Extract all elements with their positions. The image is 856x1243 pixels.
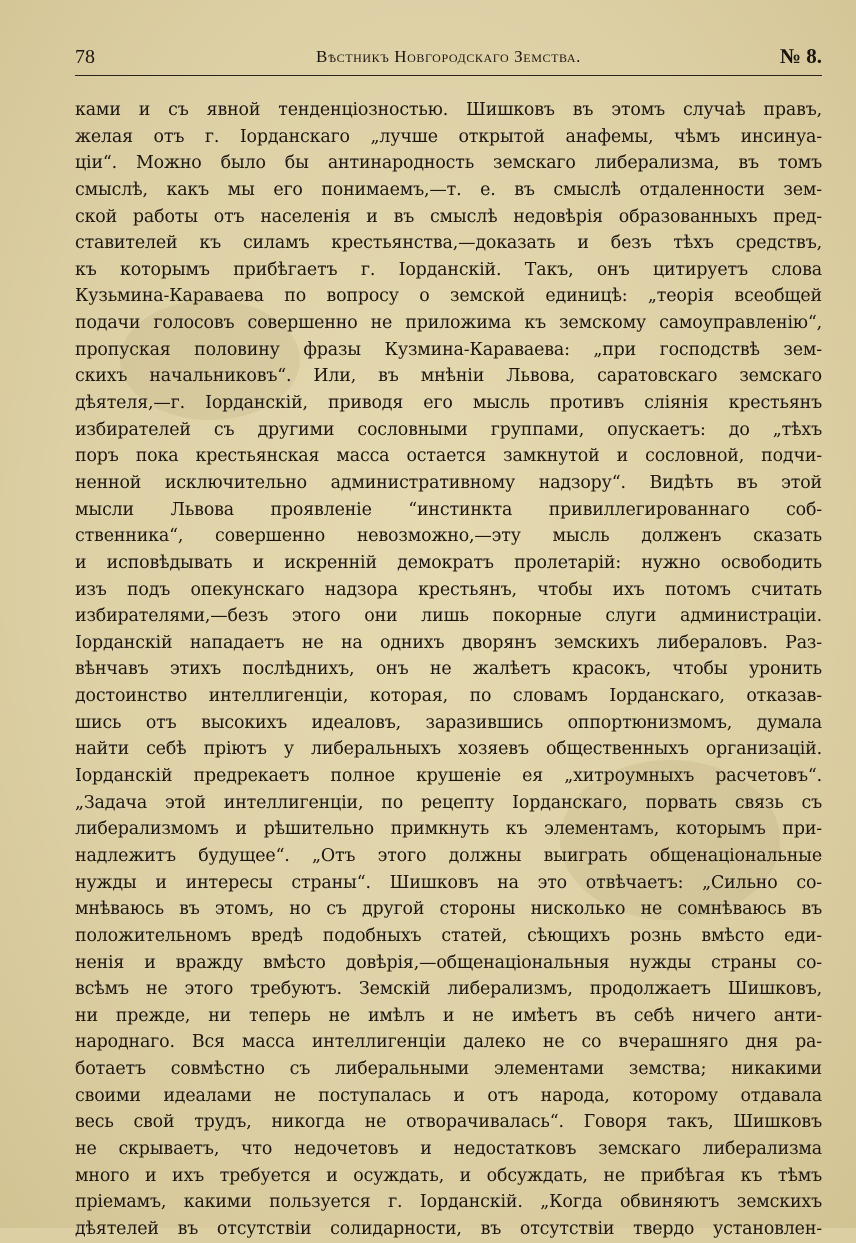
text-line: ботаетъ совмѣстно съ либеральными элементами земства; никакими xyxy=(75,1059,822,1080)
page-number: 78 xyxy=(75,46,95,68)
text-line: Кузьмина-Караваева по вопросу о земской единицѣ: „теорія всеобщей xyxy=(75,286,822,307)
text-line: „Задача этой интеллигенціи, по рецепту Іорданскаго, порвать связь съ xyxy=(75,792,822,813)
text-line: Іорданскій предрекаетъ полное крушеніе ея „хитроумныхъ расчетовъ“. xyxy=(75,766,822,787)
text-line: весь свой трудъ, никогда не отворачивалась“. Говоря такъ, Шишковъ xyxy=(75,1112,822,1133)
text-line: ненной исключительно административному надзору“. Видѣть въ этой xyxy=(75,472,822,493)
text-line: смыслѣ, какъ мы его понимаемъ,—т. е. въ смыслѣ отдаленности зем- xyxy=(75,179,822,200)
text-line: надлежитъ будущее“. „Отъ этого должны выиграть общенаціональные xyxy=(75,845,822,866)
text-line: мнѣваюсь въ этомъ, но съ другой стороны нисколько не сомнѣваюсь въ xyxy=(75,899,822,920)
text-line: избирателями,—безъ этого они лишь покорные слуги администраціи. xyxy=(75,606,822,627)
text-line: ственника“, совершенно невозможно,—эту мысль долженъ сказать xyxy=(75,526,822,547)
text-line: всѣмъ не этого требуютъ. Земскій либерализмъ, продолжаетъ Шишковъ, xyxy=(75,979,822,1000)
text-line: ставителей къ силамъ крестьянства,—доказать и безъ тѣхъ средствъ, xyxy=(75,233,822,254)
text-line: много и ихъ требуется и осуждать, и обсуждать, не прибѣгая къ тѣмъ xyxy=(75,1165,822,1186)
text-line: ненія и вражду вмѣсто довѣрія,—общенаціональныя нужды страны со- xyxy=(75,952,822,973)
text-line: дѣятеля,—г. Іорданскій, приводя его мысль противъ слiянія крестьянъ xyxy=(75,393,822,414)
text-line: желая отъ г. Іорданскаго „лучше открытой анафемы, чѣмъ инсинуа- xyxy=(75,126,822,147)
text-line: поръ пока крестьянская масса остается замкнутой и сословной, подчи- xyxy=(75,446,822,467)
running-title: Вѣстникъ Новгородскаго Земства. xyxy=(316,47,581,66)
body-text xyxy=(75,97,822,1243)
text-line: нужды и интересы страны“. Шишковъ на это отвѣчаетъ: „Сильно со- xyxy=(75,872,822,893)
issue-number: № 8. xyxy=(779,44,822,68)
text-line: ками и съ явной тенденціозностью. Шишковъ въ этомъ случаѣ правъ, xyxy=(75,100,822,120)
text-line: ціи“. Можно было бы антинародность земскаго либерализма, въ томъ xyxy=(75,153,822,174)
text-line: вѣнчавъ этихъ послѣднихъ, онъ не жалѣетъ красокъ, чтобы уронить xyxy=(75,659,822,680)
text-line: къ которымъ прибѣгаетъ г. Іорданскій. Такъ, онъ цитируетъ слова xyxy=(75,259,822,280)
text-line: мысли Львова проявленіе “инстинкта привиллегированнаго соб- xyxy=(75,499,822,520)
text-line: либерализмомъ и рѣшительно примкнуть къ элементамъ, которымъ при- xyxy=(75,819,822,840)
text-line: не скрываетъ, что недочетовъ и недостатковъ земскаго либерализма xyxy=(75,1138,822,1159)
text-line: своими идеалами не поступалась и отъ народа, которому отдавала xyxy=(75,1085,822,1106)
text-line: достоинство интеллигенціи, которая, по словамъ Іорданскаго, отказав- xyxy=(75,686,822,707)
text-line: и исповѣдывать и искренній демократъ пролетарій: нужно освободить xyxy=(75,552,822,573)
text-line: избирателей съ другими сословными группами, опускаетъ: до „тѣхъ xyxy=(75,419,822,440)
text-line: скихъ начальниковъ“. Или, въ мнѣніи Львова, саратовскаго земскаго xyxy=(75,366,822,387)
text-line: Іорданскій нападаетъ не на однихъ дворянъ земскихъ либераловъ. Раз- xyxy=(75,632,822,653)
header-rule xyxy=(75,75,822,76)
text-line: шись отъ высокихъ идеаловъ, заразившись оппортюнизмомъ, думала xyxy=(75,712,822,733)
text-line: положительномъ вредѣ подобныхъ статей, сѣющихъ рознь вмѣсто еди- xyxy=(75,925,822,946)
text-line: изъ подъ опекунскаго надзора крестьянъ, чтобы ихъ потомъ считать xyxy=(75,579,822,600)
text-line: ни прежде, ни теперь не имѣлъ и не имѣетъ въ себѣ ничего анти- xyxy=(75,1005,822,1026)
page-header xyxy=(75,44,822,72)
text-line: найти себѣ пріютъ у либеральныхъ хозяевъ общественныхъ организацій. xyxy=(75,739,822,760)
text-line: дѣятелей въ отсутствіи солидарности, въ отсутствіи твердо установлен- xyxy=(75,1218,822,1239)
text-line: подачи голосовъ совершенно не приложима къ земскому самоуправленію“, xyxy=(75,313,822,334)
text-line: народнаго. Вся масса интеллигенціи далеко не со вчерашняго дня ра- xyxy=(75,1032,822,1053)
text-line: пріемамъ, какими пользуется г. Іорданскій. „Когда обвиняютъ земскихъ xyxy=(75,1192,822,1213)
text-line: пропуская половину фразы Кузмина-Караваева: „при господствѣ зем- xyxy=(75,339,822,360)
text-line: ской работы отъ населенія и въ смыслѣ недовѣрія образованныхъ пред- xyxy=(75,206,822,227)
